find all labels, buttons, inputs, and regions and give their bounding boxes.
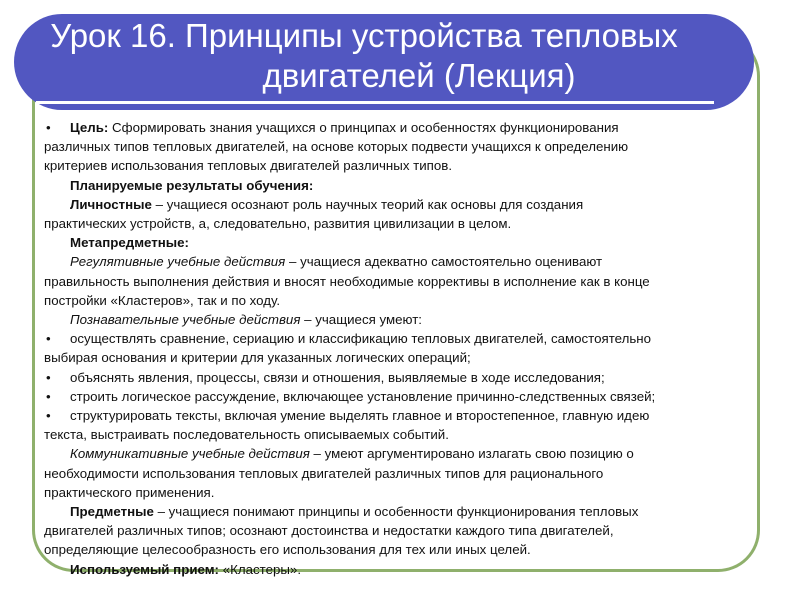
bullet-3: • строить логическое рассуждение, включающее установление причинно-следственных связей; [44,387,756,406]
personal-label: Личностные [70,196,152,212]
meta-heading-text: Метапредметные: [70,235,189,251]
regulatory-line-2: правильность выполнения действия и вносят необходимые коррективы в исполнение как в конце [44,273,650,289]
communicative-line [44,444,756,463]
cognitive-text: – учащиеся умеют: [300,312,422,328]
bullet-1-cont: выбирая основания и критерии для указанных логических операций; [44,350,471,366]
goal-line [44,118,756,137]
cognitive-line [44,310,756,329]
technique-label: Используемый прием: [70,561,219,577]
cognitive-label: Познавательные учебные действия [70,312,301,328]
planned-heading-text: Планируемые результаты обучения: [70,177,314,193]
meta-heading [44,233,756,252]
technique-text: «Кластеры». [219,561,302,577]
bullet-4-cont: текста, выстраивать последовательность описываемых событий. [44,427,449,443]
subject-label: Предметные [70,504,154,520]
bullet-4: • структурировать тексты, включая умение выделять главное и второстепенное, главную идею [44,406,756,425]
title-line-2: двигателей (Лекция) [262,57,576,94]
regulatory-line [44,252,756,271]
goal-label: Цель: [70,120,109,135]
subject-line-2: двигателей различных типов; осознают достоинства и недостатки каждого типа двигателей, [44,523,614,539]
regulatory-label: Регулятивные учебные действия [70,254,286,270]
regulatory-line-3: постройки «Кластеров», так и по ходу. [44,292,281,308]
subject-text: – учащиеся понимают принципы и особенности функционирования тепловых [153,504,639,520]
slide-title [14,16,754,96]
regulatory-text: – учащиеся адекватно самостоятельно оценивают [285,254,603,270]
bullet-2: • объяснять явления, процессы, связи и отношения, выявляемые в ходе исследования; [44,368,756,387]
technique-line [44,560,756,579]
goal-text: Сформировать знания учащихся о принципах и особенностях функционирования [108,120,619,135]
subject-line-3: определяющие целесообразность его использования для тех или иных целей. [44,542,531,558]
communicative-line-3: практического применения. [44,484,215,500]
goal-line-3: критериев использования тепловых двигателей различных типов. [44,158,453,174]
communicative-text: – умеют аргументировано излагать свою позицию о [309,446,634,462]
title-line-1: Урок 16. Принципы устройства тепловых [50,17,678,54]
communicative-line-2: необходимости использования тепловых двигателей различных типов для рационального [44,465,604,481]
planned-heading [44,176,756,195]
subject-line [44,502,756,521]
personal-text: – учащиеся осознают роль научных теорий как основы для создания [151,196,584,212]
personal-line-2: практических устройств, а, следовательно, развития цивилизации в целом. [44,216,512,232]
lesson-body [44,118,756,579]
goal-line-2: различных типов тепловых двигателей, на основе которых подвести учащихся к определению [44,139,629,155]
bullet-1: • осуществлять сравнение, сериацию и классификацию тепловых двигателей, самостоятельно [44,329,756,348]
personal-line [44,195,756,214]
communicative-label: Коммуникативные учебные действия [70,446,310,462]
